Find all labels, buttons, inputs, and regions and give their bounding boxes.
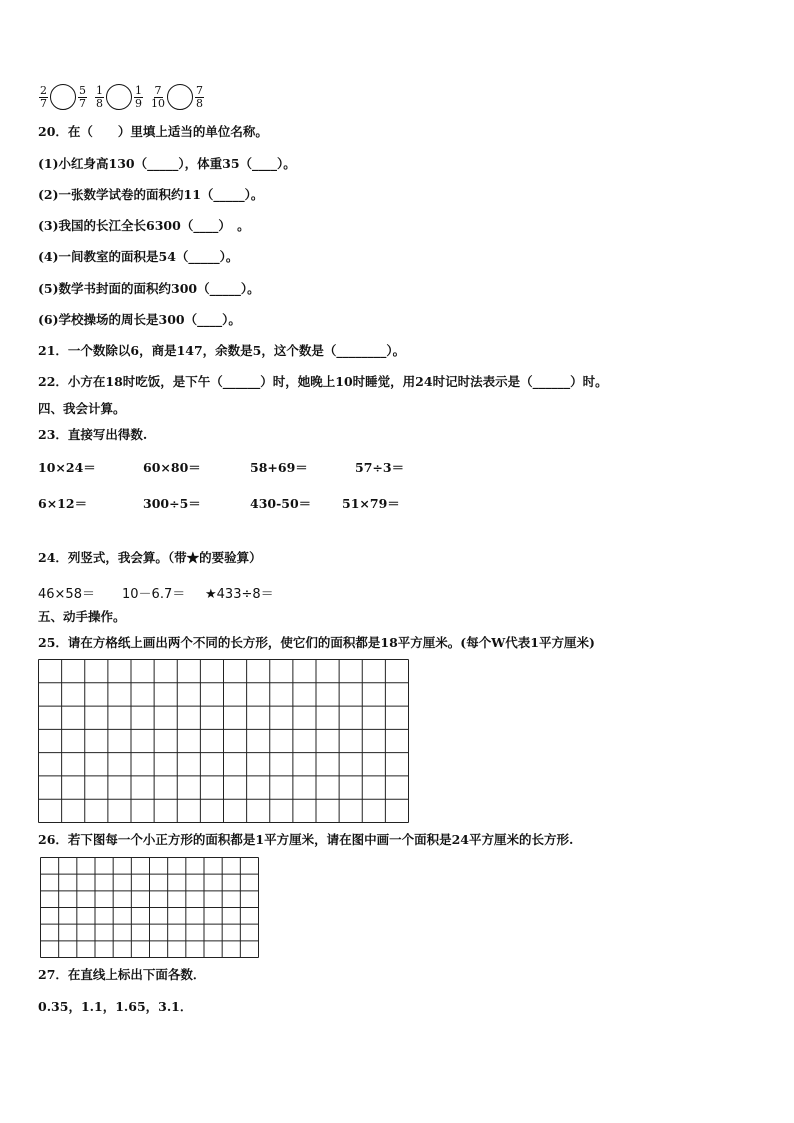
calc-item: 10×24＝ bbox=[38, 460, 96, 475]
vertical-calc-item: 10－6.7＝ bbox=[122, 587, 186, 602]
section-4-heading: 四、我会计算。 bbox=[38, 401, 126, 416]
vertical-calc-item: ★433÷8＝ bbox=[205, 587, 274, 602]
fraction-comparison-row bbox=[38, 80, 205, 114]
q22-text: 22．小方在18时吃饭，是下午（______）时，她晚上10时睡觉，用24时记时法表示是（______）时。 bbox=[38, 374, 608, 389]
calc-item: 51×79＝ bbox=[342, 496, 400, 511]
calc-item: 58+69＝ bbox=[250, 460, 308, 475]
q27-title: 27．在直线上标出下面各数． bbox=[38, 967, 206, 982]
grid-paper-q25[interactable] bbox=[38, 659, 409, 823]
calc-item: 430-50＝ bbox=[250, 496, 312, 511]
compare-circle[interactable] bbox=[50, 84, 76, 110]
q20-item-6: (6)学校操场的周长是300（____）。 bbox=[38, 312, 241, 327]
q24-title: 24．列竖式，我会算。（带★的要验算） bbox=[38, 550, 262, 565]
fraction: $\frac{7}{10}$ bbox=[151, 83, 165, 110]
calc-item: 6×12＝ bbox=[38, 496, 88, 511]
fraction: $\frac{1}{9}$ bbox=[135, 83, 142, 110]
q20-item-3: (3)我国的长江全长6300（____） 。 bbox=[38, 218, 250, 233]
calc-item: 300÷5＝ bbox=[143, 496, 201, 511]
q20-item-5: (5)数学书封面的面积约300（_____）。 bbox=[38, 281, 260, 296]
q27-numbers: 0.35，1.1，1.65，3.1． bbox=[38, 999, 193, 1014]
q20-title: 20．在（ ）里填上适当的单位名称。 bbox=[38, 124, 268, 139]
compare-circle[interactable] bbox=[106, 84, 132, 110]
q26-title: 26．若下图每一个小正方形的面积都是1平方厘米，请在图中画一个面积是24平方厘米的长方形. bbox=[38, 832, 574, 847]
q23-title: 23．直接写出得数. bbox=[38, 427, 148, 442]
vertical-calc-item: 46×58＝ bbox=[38, 587, 95, 602]
fraction: $\frac{5}{7}$ bbox=[79, 83, 86, 110]
q20-item-1: (1)小红身高130（_____），体重35（____）。 bbox=[38, 156, 296, 171]
calc-item: 60×80＝ bbox=[143, 460, 201, 475]
q20-item-2: (2)一张数学试卷的面积约11（_____）。 bbox=[38, 187, 264, 202]
fraction: $\frac{1}{8}$ bbox=[96, 83, 103, 110]
fraction: $\frac{7}{8}$ bbox=[196, 83, 203, 110]
calc-item: 57÷3＝ bbox=[355, 460, 405, 475]
section-5-heading: 五、动手操作。 bbox=[38, 609, 126, 624]
q25-title: 25．请在方格纸上画出两个不同的长方形，使它们的面积都是18平方厘米。(每个W代表1平方厘米) bbox=[38, 635, 595, 650]
q20-item-4: (4)一间教室的面积是54（_____）。 bbox=[38, 249, 239, 264]
compare-circle[interactable] bbox=[167, 84, 193, 110]
fraction: $\frac{2}{7}$ bbox=[40, 83, 47, 110]
q21-text: 21．一个数除以6，商是147，余数是5，这个数是（________）。 bbox=[38, 343, 406, 358]
grid-paper-q26[interactable] bbox=[40, 857, 259, 958]
